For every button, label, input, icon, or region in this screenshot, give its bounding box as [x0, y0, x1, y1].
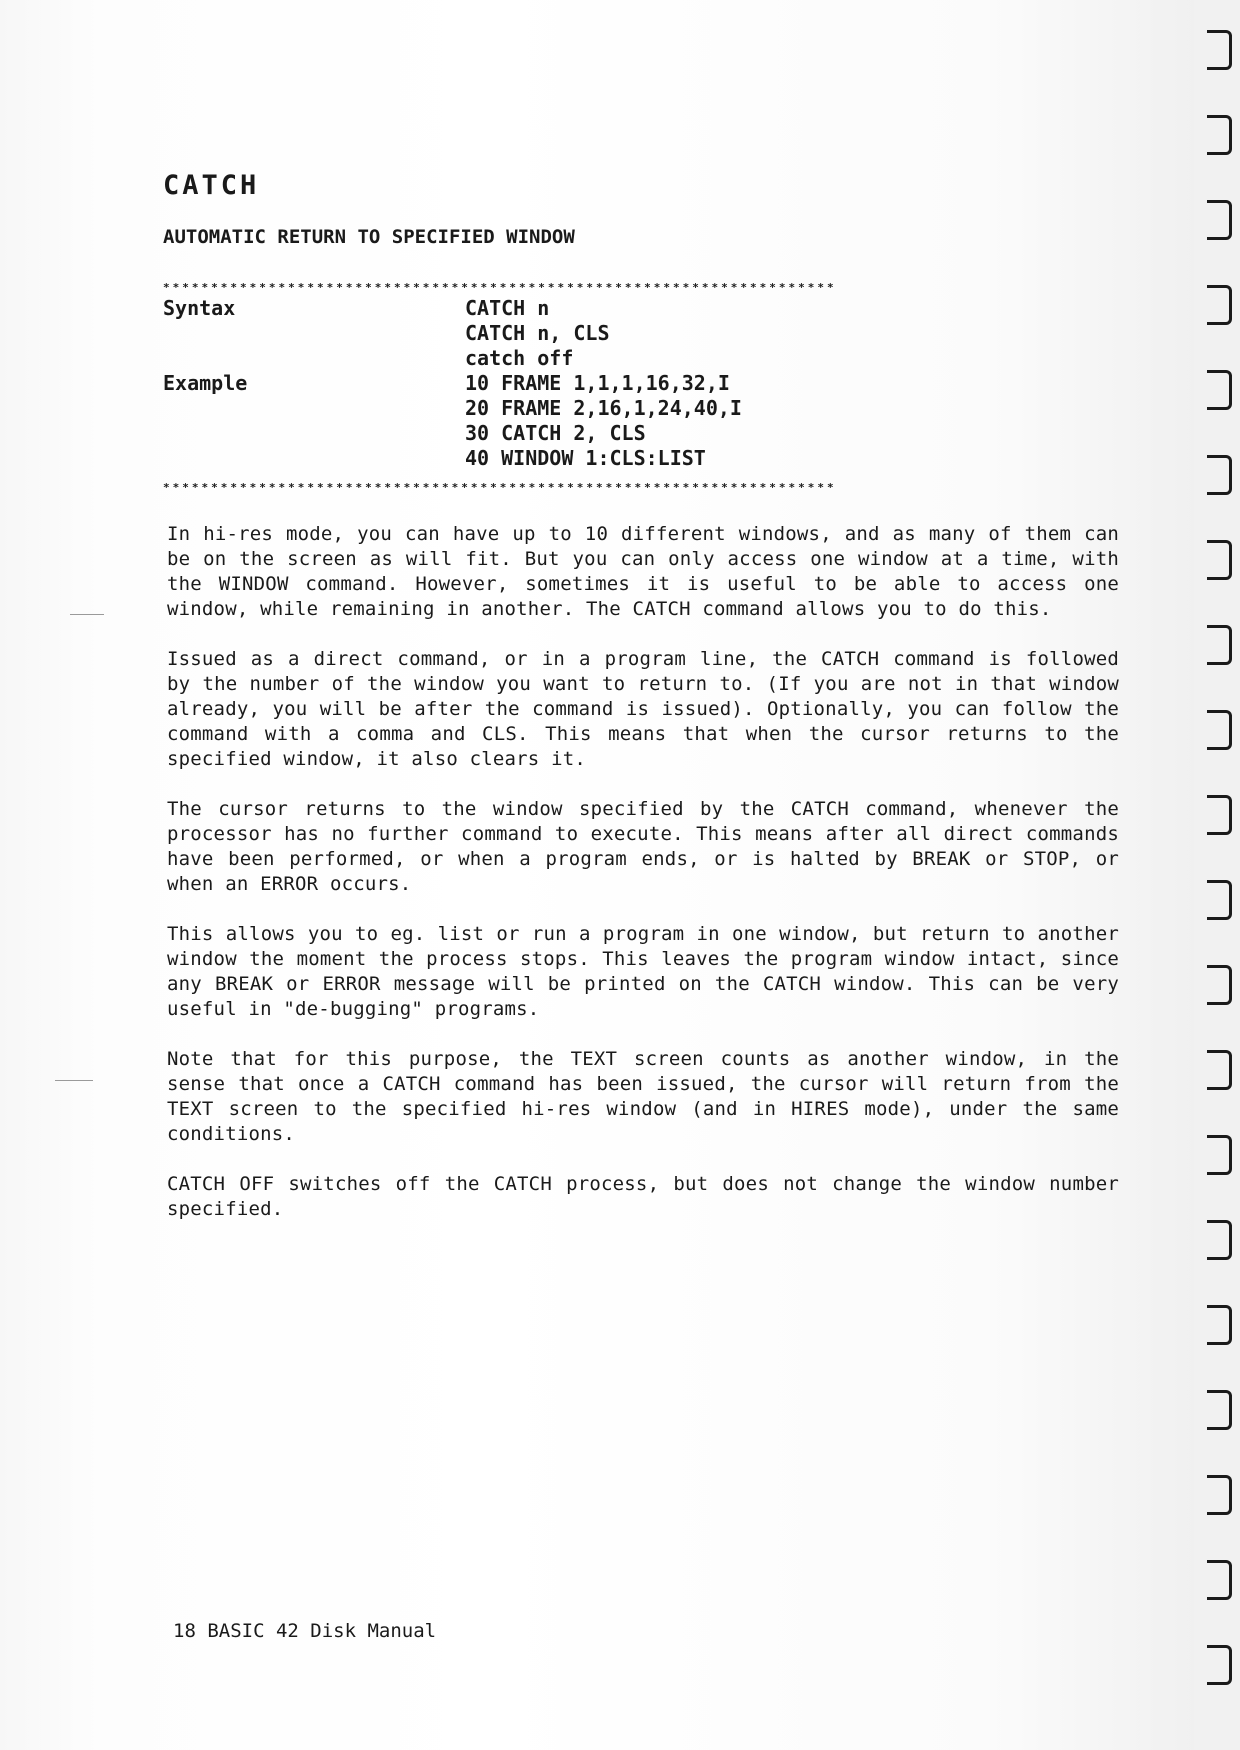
binding-ring — [1207, 1135, 1232, 1175]
binding-ring — [1207, 30, 1232, 70]
syntax-code: CATCH n, CLS — [465, 321, 610, 345]
binding-ring — [1207, 710, 1232, 750]
example-row — [163, 421, 1113, 446]
binding-ring — [1207, 540, 1232, 580]
paragraph: The cursor returns to the window specified by the CATCH command, whenever the processor has no further command to execute. This means after all direct commands have been performed, or when a program ends, or is halted by BREAK or STOP, or when an ERROR occurs. — [167, 798, 1119, 895]
binding-ring — [1207, 1050, 1232, 1090]
syntax-block — [163, 296, 1113, 471]
paragraph: Issued as a direct command, or in a program line, the CATCH command is followed by the number of the window you want to return to. (If you are not in that window already, you will be after the command is issued). Optionally, you can follow the command with a comma and CLS. This means that when the cursor returns to the specified window, it also clears it. — [167, 648, 1119, 770]
example-code: 30 CATCH 2, CLS — [465, 421, 646, 445]
binding-ring — [1207, 1475, 1232, 1515]
page-subtitle: AUTOMATIC RETURN TO SPECIFIED WINDOW — [163, 226, 575, 248]
scan-mark — [55, 1080, 93, 1081]
page-title: CATCH — [163, 170, 260, 201]
asterisk-rule-bottom: ********************************************************************** — [163, 481, 837, 494]
example-code: 10 FRAME 1,1,1,16,32,I — [465, 371, 730, 395]
binding-ring — [1207, 115, 1232, 155]
binding-ring — [1207, 625, 1232, 665]
binding-ring — [1207, 370, 1232, 410]
syntax-code: catch off — [465, 346, 574, 370]
binding-ring — [1207, 965, 1232, 1005]
paragraph: CATCH OFF switches off the CATCH process, but does not change the window number specified. — [167, 1173, 1119, 1220]
binding-ring — [1207, 1305, 1232, 1345]
paragraph: In hi-res mode, you can have up to 10 different windows, and as many of them can be on the screen as will fit. But you can only access one window at a time, with the WINDOW command. However, sometimes it is useful to be able to access one window, while remaining in another. The CATCH command allows you to do this. — [167, 523, 1119, 620]
binding-ring — [1207, 200, 1232, 240]
binding-ring — [1207, 1220, 1232, 1260]
binding-ring — [1207, 455, 1232, 495]
syntax-row — [163, 321, 1113, 346]
paragraph: This allows you to eg. list or run a program in one window, but return to another window the moment the process stops. This leaves the program window intact, since any BREAK or ERROR message will be printed on the CATCH window. This can be very useful in "de-bugging" programs. — [167, 923, 1119, 1020]
binding-ring — [1207, 285, 1232, 325]
syntax-label: Syntax — [163, 296, 236, 320]
page-footer: 18 BASIC 42 Disk Manual — [173, 1620, 437, 1642]
asterisk-rule-top: ********************************************************************** — [163, 281, 837, 294]
scan-mark — [70, 614, 104, 615]
syntax-row — [163, 346, 1113, 371]
binding-ring — [1207, 1645, 1232, 1685]
syntax-row — [163, 296, 1113, 321]
binding-ring — [1207, 1560, 1232, 1600]
example-label: Example — [163, 371, 248, 395]
spiral-binding — [1194, 0, 1240, 1750]
body-text — [167, 522, 1119, 1247]
example-row — [163, 396, 1113, 421]
example-row — [163, 371, 1113, 396]
binding-ring — [1207, 1390, 1232, 1430]
syntax-code: CATCH n — [465, 296, 550, 320]
example-row — [163, 446, 1113, 471]
binding-ring — [1207, 880, 1232, 920]
paragraph: Note that for this purpose, the TEXT screen counts as another window, in the sense that once a CATCH command has been issued, the cursor will return from the TEXT screen to the specified hi-res window (and in HIRES mode), under the same conditions. — [167, 1048, 1119, 1145]
binding-ring — [1207, 795, 1232, 835]
example-code: 40 WINDOW 1:CLS:LIST — [465, 446, 706, 470]
example-code: 20 FRAME 2,16,1,24,40,I — [465, 396, 742, 420]
